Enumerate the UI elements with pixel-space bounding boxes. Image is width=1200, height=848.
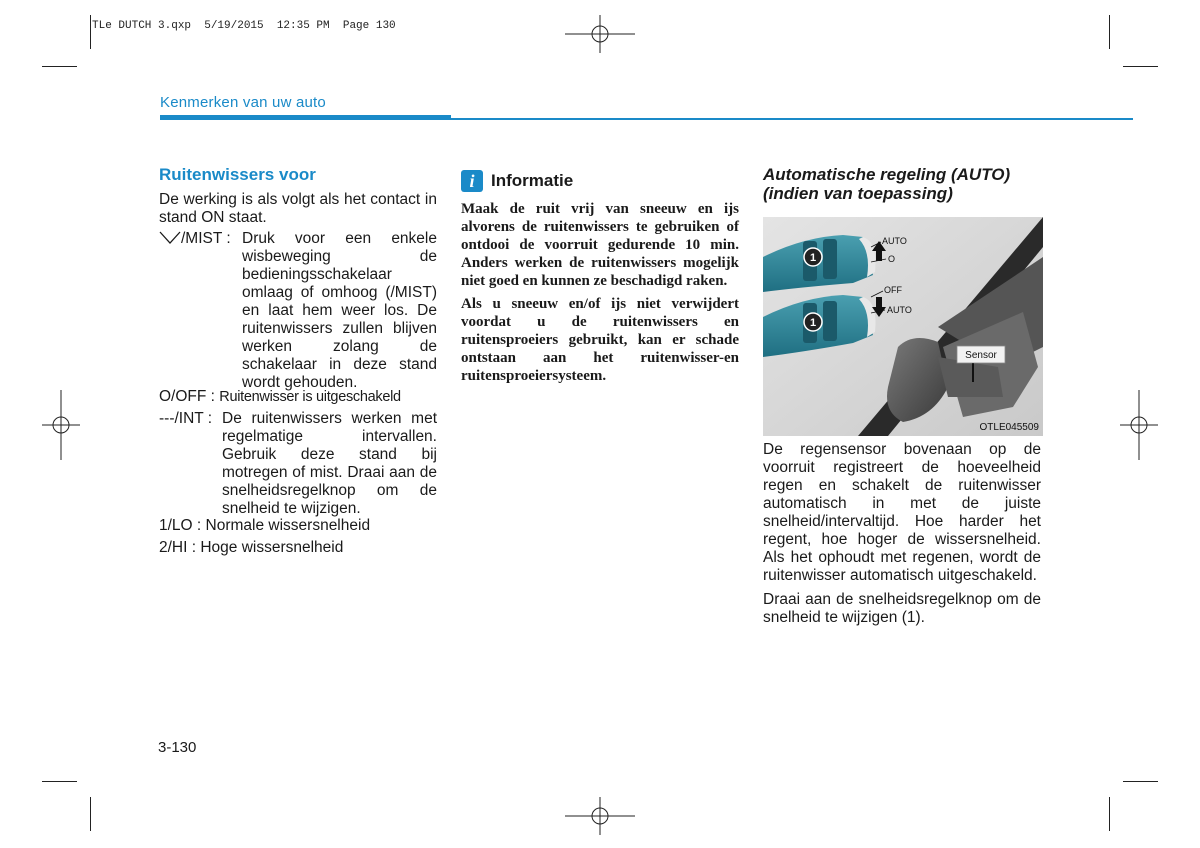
hi-row: 2/HI : Hoge wissersnelheid xyxy=(159,539,344,556)
info-title: Informatie xyxy=(491,171,574,190)
registration-mark-top xyxy=(565,15,635,53)
label-off: OFF xyxy=(884,285,902,295)
auto-heading: Automatische regeling (AUTO) (indien van toepassing) xyxy=(763,165,1011,203)
down-chevron-icon xyxy=(159,230,181,244)
label-o: O xyxy=(888,254,896,264)
label-sensor: Sensor xyxy=(965,350,997,361)
left-heading: Ruitenwissers voor xyxy=(159,165,316,184)
off-description: Ruitenwisser is uitgeschakeld xyxy=(219,389,401,405)
auto-description xyxy=(763,441,1041,633)
label-number-upper: 1 xyxy=(809,252,817,264)
off-row xyxy=(159,388,449,406)
rain-sensor-figure xyxy=(763,217,1043,436)
section-rule-thick xyxy=(160,115,451,120)
mist-label-row xyxy=(159,230,239,248)
section-rule-thin xyxy=(451,118,1133,120)
wiper-stalk-illustration xyxy=(763,217,1043,436)
info-paragraph-2: Als u sneeuw en/of ijs niet verwijdert voordat u de ruitenwissers en ruitensproeiers gebruikt, kan er schade ontstaan aan het ruitenwisser-en ruitensproeiersysteem. xyxy=(461,296,739,384)
left-intro: De werking is als volgt als het contact in stand ON staat. xyxy=(159,191,437,226)
info-header xyxy=(461,170,573,192)
section-title: Kenmerken van uw auto xyxy=(160,94,326,111)
label-auto-bottom: AUTO xyxy=(887,305,912,315)
page-number: 3-130 xyxy=(158,739,197,756)
auto-paragraph-2: Draai aan de snelheidsregelknop om de snelheid te wijzigen (1). xyxy=(763,591,1041,626)
mist-label: /MIST : xyxy=(181,230,231,247)
lo-row: 1/LO : Normale wissersnelheid xyxy=(159,517,371,534)
registration-mark-left xyxy=(42,390,80,460)
print-header: TLe DUTCH 3.qxp 5/19/2015 12:35 PM Page 130 xyxy=(92,20,396,32)
info-icon: i xyxy=(461,170,483,192)
info-body xyxy=(461,200,739,390)
int-description: De ruitenwissers werken met regelmatige intervallen. Gebruik deze stand bij motregen of mist. Draai aan de snelheidsregelknop om de snelheid te wijzigen. xyxy=(222,410,437,517)
figure-code: OTLE045509 xyxy=(979,422,1039,433)
label-auto-top: AUTO xyxy=(882,236,907,246)
auto-paragraph-1: De regensensor bovenaan op de voorruit registreert de hoeveelheid regen en schakelt de ruitenwisser automatisch in met de juiste snelheid/intervaltijd. Hoe harder het regent, hoe hoger de wissersnelheid. Als het ophoudt met regenen, wordt de ruitenwisser automatisch uitgeschakeld. xyxy=(763,441,1041,584)
off-label: O/OFF : xyxy=(159,388,220,405)
int-label: ---/INT : xyxy=(159,410,213,427)
mist-description: Druk voor een enkele wisbeweging de bedieningsschakelaar omlaag of omhoog (/MIST) en laat hem weer los. De ruitenwissers zullen blijven werken zolang de schakelaar in deze stand wordt gehouden. xyxy=(242,230,437,391)
info-paragraph-1: Maak de ruit vrij van sneeuw en ijs alvorens de ruitenwissers te gebruiken of ontdooi de voorruit gedurende 10 min. Anders werken de ruitenwissers mogelijk niet goed en kunnen ze beschadigd raken. xyxy=(461,201,739,289)
registration-mark-right xyxy=(1120,390,1158,460)
label-number-lower: 1 xyxy=(809,317,817,329)
registration-mark-bottom xyxy=(565,797,635,835)
